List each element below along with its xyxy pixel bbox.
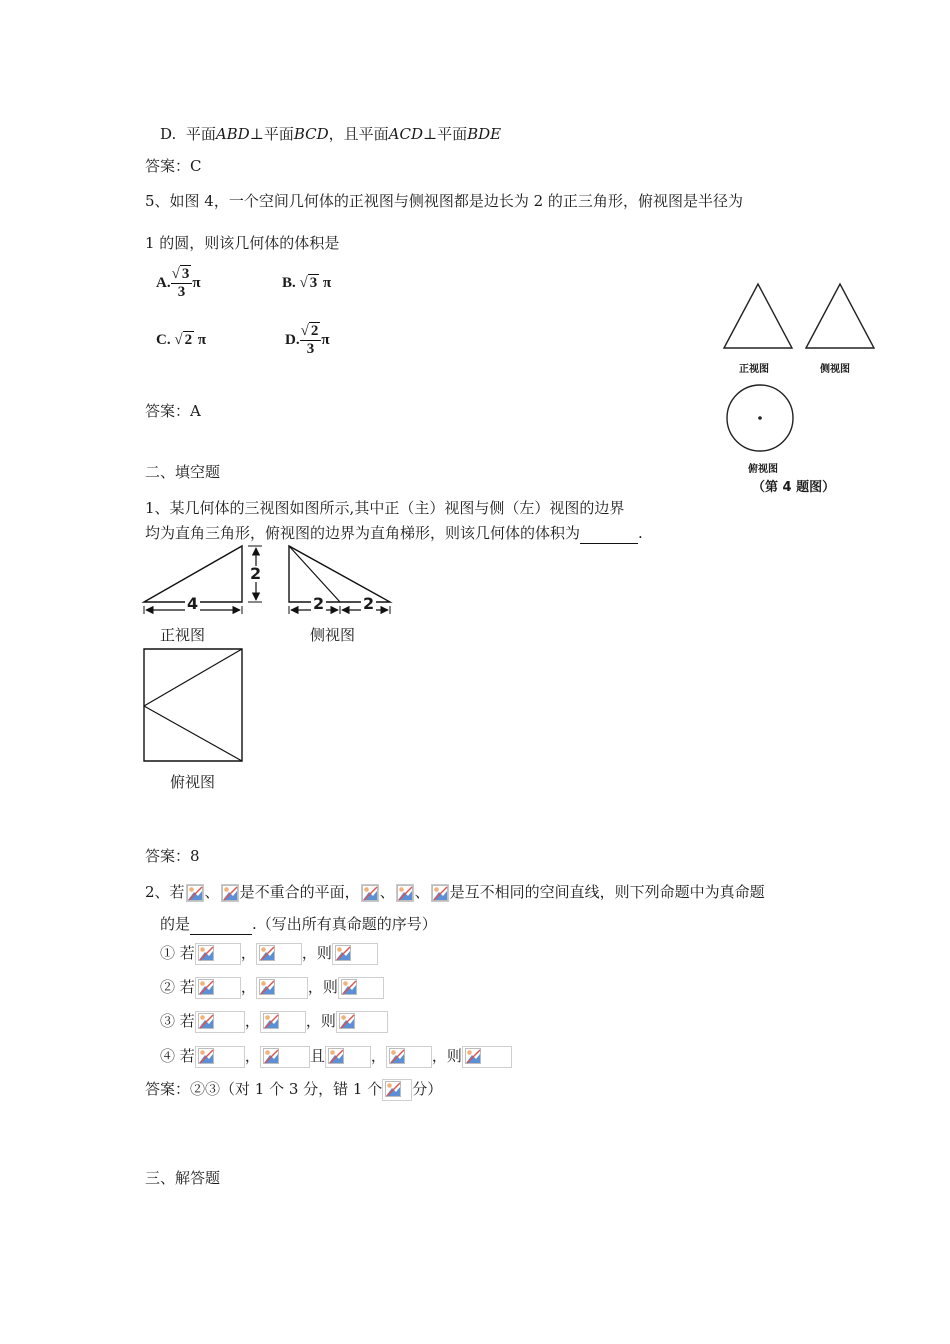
q4-option-d: D. 平面ABD⊥平面BCD，且平面ACD⊥平面BDE xyxy=(160,125,502,143)
fq1-top-view-label: 俯视图 xyxy=(170,773,216,791)
broken-image-icon xyxy=(198,945,216,963)
formula-box xyxy=(382,1079,412,1101)
broken-image-icon xyxy=(361,884,379,902)
broken-image-icon xyxy=(198,1013,216,1031)
broken-image-icon xyxy=(259,945,277,963)
broken-image-icon xyxy=(263,1048,281,1066)
fq2-answer-blank xyxy=(190,914,252,935)
section3-title: 三、解答题 xyxy=(145,1169,221,1187)
section2-title: 二、填空题 xyxy=(145,463,221,481)
fq1-line1: 1、某几何体的三视图如图所示,其中正（主）视图与侧（左）视图的边界 xyxy=(145,499,625,517)
q5-three-view-figure xyxy=(710,278,890,498)
fq2-answer: 答案：②③（对 1 个 3 分，错 1 个 分） xyxy=(145,1079,442,1101)
formula-box xyxy=(195,977,241,999)
formula-box xyxy=(256,977,308,999)
fq1-side-right-label: 2 xyxy=(363,594,375,613)
broken-image-icon xyxy=(396,884,414,902)
q5-answer: 答案：A xyxy=(145,402,201,420)
q5-top-view-label: 俯视图 xyxy=(748,464,778,475)
q5-option-a: A. $\frac{√ 3}{3}$ π xyxy=(156,266,201,300)
q5-figure-caption: （第 4 题图） xyxy=(752,480,836,495)
broken-image-icon xyxy=(259,979,277,997)
q5-line1: 5、如图 4，一个空间几何体的正视图与侧视图都是边长为 2 的正三角形，俯视图是半径为 xyxy=(145,192,743,210)
broken-image-icon xyxy=(221,884,239,902)
fq1-answer: 答案：8 xyxy=(145,847,200,865)
fq1-side-left-label: 2 xyxy=(313,594,325,613)
broken-image-icon xyxy=(198,979,216,997)
formula-box xyxy=(336,1011,388,1033)
fq1-three-view-figure xyxy=(138,540,408,800)
formula-box xyxy=(332,943,378,965)
q4-answer: 答案：C xyxy=(145,157,202,175)
fq1-top-view xyxy=(144,649,242,761)
q5-side-view-label: 侧视图 xyxy=(820,364,850,375)
formula-box xyxy=(195,943,241,965)
fq1-line2: 均为直角三角形，俯视图的边界为直角梯形，则该几何体的体积为 . xyxy=(145,524,643,542)
formula-box xyxy=(260,1011,306,1033)
front-view-triangle xyxy=(724,284,792,348)
fq2-item-4: ④ 若 ， 且 ， ，则 xyxy=(160,1046,512,1068)
broken-image-icon xyxy=(198,1048,216,1066)
formula-box xyxy=(386,1046,432,1068)
formula-box xyxy=(338,977,384,999)
top-view-center xyxy=(758,416,762,420)
q5-front-view-label: 正视图 xyxy=(739,364,769,375)
fq2-item-3: ③ 若 ， ，则 xyxy=(160,1011,388,1033)
broken-image-icon xyxy=(385,1081,403,1099)
broken-image-icon xyxy=(465,1048,483,1066)
broken-image-icon xyxy=(186,884,204,902)
fq2-item-1: ① 若 ， ，则 xyxy=(160,943,378,965)
fq1-side-view-label: 侧视图 xyxy=(310,626,356,644)
side-view-triangle xyxy=(806,284,874,348)
broken-image-icon xyxy=(389,1048,407,1066)
broken-image-icon xyxy=(328,1048,346,1066)
formula-box xyxy=(325,1046,371,1068)
fq2-line2: 的是 .（写出所有真命题的序号） xyxy=(160,915,437,933)
q5-option-c: C. √ 2 π xyxy=(156,332,207,348)
broken-image-icon xyxy=(263,1013,281,1031)
fq1-side-view xyxy=(289,546,390,602)
fq2-item-2: ② 若 ， ，则 xyxy=(160,977,384,999)
fq2-line1: 2、若 、 是不重合的平面， 、 、 是互不相同的空间直线，则下列命题中为真命题 xyxy=(145,883,765,901)
formula-box xyxy=(260,1046,310,1068)
fq1-front-view-label: 正视图 xyxy=(160,626,206,644)
fq1-answer-blank xyxy=(580,523,638,544)
formula-box xyxy=(462,1046,512,1068)
q5-line2: 1 的圆，则该几何体的体积是 xyxy=(145,234,340,252)
broken-image-icon xyxy=(335,945,353,963)
formula-box xyxy=(195,1011,245,1033)
broken-image-icon xyxy=(431,884,449,902)
formula-box xyxy=(195,1046,245,1068)
fq1-front-width-label: 4 xyxy=(187,594,199,613)
broken-image-icon xyxy=(341,979,359,997)
q5-option-b: B. √ 3 π xyxy=(282,275,332,291)
fq1-front-height-label: 2 xyxy=(250,564,262,583)
q5-option-d: D. $\frac{√ 2}{3}$ π xyxy=(285,323,330,357)
broken-image-icon xyxy=(339,1013,357,1031)
formula-box xyxy=(256,943,302,965)
